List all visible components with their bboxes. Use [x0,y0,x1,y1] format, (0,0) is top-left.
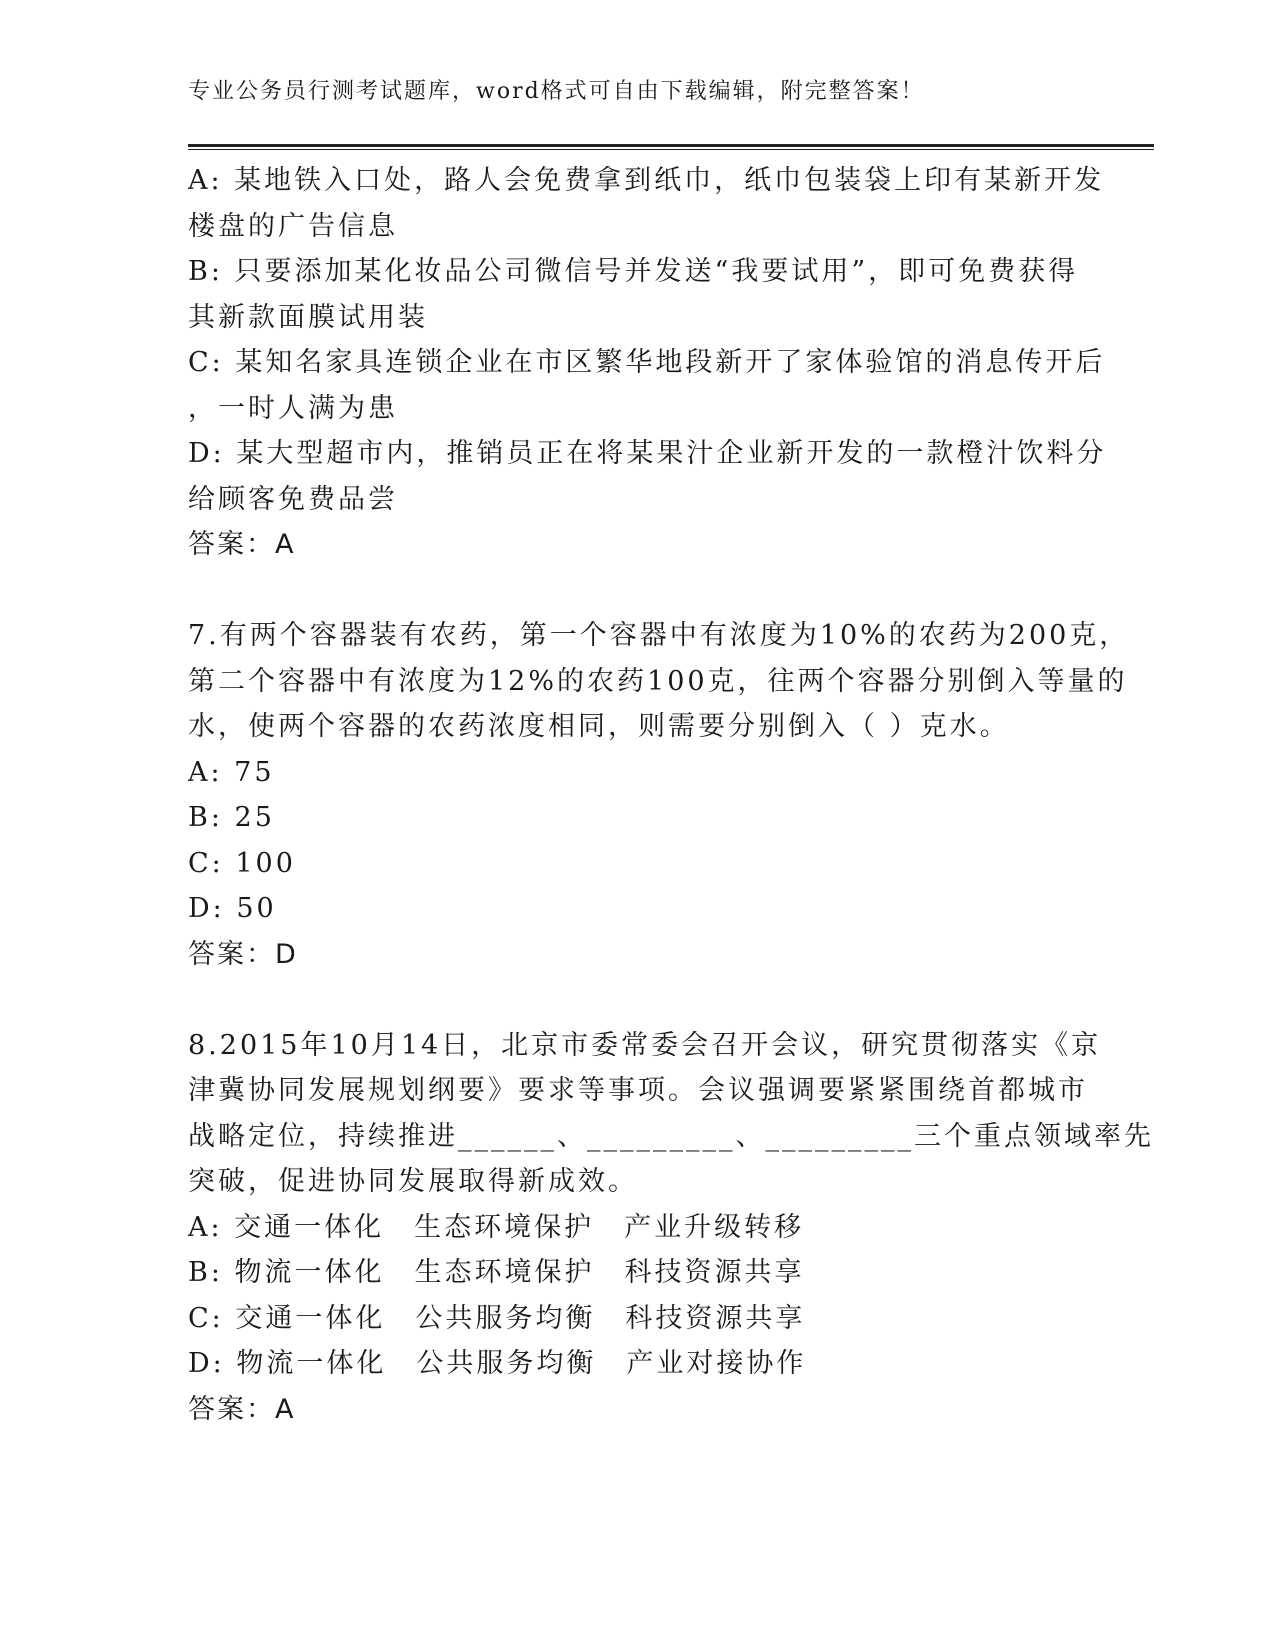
option-d: D: 物流一体化 公共服务均衡 产业对接协作 [188,1348,807,1379]
option-d: D: 50 [188,893,277,924]
option-d-line-2: 给顾客免费品尝 [188,483,398,515]
question-stem-line: 8.2015年10月14日，北京市委常委会召开会议，研究贯彻落实《京 [188,1029,1102,1061]
option-b: B: 物流一体化 生态环境保护 科技资源共享 [188,1257,805,1288]
spacer [188,568,1088,614]
page-header: 专业公务员行测考试题库，word格式可自由下载编辑，附完整答案！ [188,79,925,104]
option-c-line-2: ，一时人满为患 [188,392,398,424]
option-b-line-1: B: 只要添加某化妆品公司微信号并发送“我要试用”，即可免费获得 [188,256,1079,287]
option-b [188,249,1088,340]
answer: 答案：A [188,529,296,560]
option-d [188,431,1107,522]
option-a-line-1: A: 某地铁入口处，路人会免费拿到纸巾，纸巾包装袋上印有某新开发 [188,165,1105,196]
question-stem-line: 7.有两个容器装有农药，第一个容器中有浓度为10%的农药为200克， [188,620,1130,651]
option-a: A: 交通一体化 生态环境保护 产业升级转移 [188,1211,805,1243]
question-list [188,158,1154,1432]
question-stem-line: 战略定位，持续推进______、_________、_________三个重点领域率先 [188,1120,1154,1152]
option-c-line-1: C: 某知名家具连锁企业在市区繁华地段新开了家体验馆的消息传开后 [188,347,1106,378]
option-b-line-2: 其新款面膜试用装 [188,301,428,333]
question-stem-line: 水，使两个容器的农药浓度相同，则需要分别倒入（ ）克水。 [188,711,1010,742]
question-7 [188,613,1130,977]
spacer [188,977,1088,1023]
option-c: C: 100 [188,847,296,879]
option-c [188,340,1106,431]
option-a [188,158,1105,249]
question-stem-line: 津冀协同发展规划纲要》要求等事项。会议强调要紧紧围绕首都城市 [188,1075,1088,1106]
option-a-line-2: 楼盘的广告信息 [188,210,398,242]
header-rule [188,144,1154,150]
answer: 答案：A [188,1393,296,1425]
option-d-line-1: D: 某大型超市内，推销员正在将某果汁企业新开发的一款橙汁饮料分 [188,438,1107,469]
question-8 [188,1023,1154,1433]
answer: 答案：D [188,938,298,970]
option-b: B: 25 [188,802,275,833]
question-stem-line: 突破，促进协同发展取得新成效。 [188,1166,638,1197]
option-c: C: 交通一体化 公共服务均衡 科技资源共享 [188,1302,806,1334]
question-stem-line: 第二个容器中有浓度为12%的农药100克，往两个容器分别倒入等量的 [188,665,1128,697]
option-a: A: 75 [188,756,275,788]
question-6 [188,158,1107,568]
